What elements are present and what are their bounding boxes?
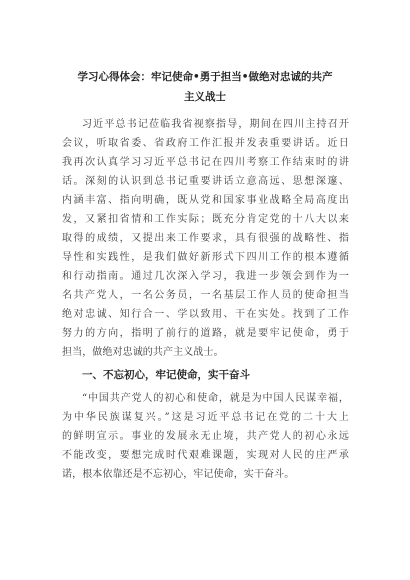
paragraph-line: 会议，听取省委、省政府工作汇报并发表重要讲话。近日 xyxy=(62,138,349,149)
paragraph-line: 为中华民族谋复兴。”这是习近平总书记在党的二十大上 xyxy=(62,412,349,423)
paragraph-line: 努力的方向，指明了前行的道路，就是要牢记使命，勇于 xyxy=(62,328,349,339)
paragraph-line: 我再次认真学习习近平总书记在四川考察工作结束时的讲 xyxy=(62,157,349,168)
paragraph-line: 导性和实践性，是我们做好新形式下四川工作的根本遵循 xyxy=(62,252,349,263)
paragraph-line: 的鲜明宣示。事业的发展永无止境，共产党人的初心永远 xyxy=(62,431,349,442)
paragraph-line: 话。深刻的认识到总书记重要讲话立意高远、思想深邃、 xyxy=(62,176,349,187)
paragraph-line: 名共产党人，一名公务员，一名基层工作人员的使命担当 xyxy=(62,290,349,301)
paragraph-line: 和行动指南。通过几次深入学习，我进一步领会到作为一 xyxy=(62,271,349,282)
paragraph-line: 绝对忠诚、知行合一、学以致用、干在实处。找到了工作 xyxy=(62,309,349,320)
section-heading: 一、不忘初心，牢记使命，实干奋斗 xyxy=(82,369,250,381)
paragraph-line: 不能改变，要想完成时代艰难课题，实现对人民的庄严承 xyxy=(62,450,349,461)
paragraph-line: 习近平总书记莅临我省视察指导，期间在四川主持召开 xyxy=(82,119,349,130)
paragraph-line: 担当，做绝对忠诚的共产主义战士。 xyxy=(62,347,224,358)
paragraph-line: “中国共产党人的初心和使命，就是为中国人民谋幸福， xyxy=(82,393,349,404)
document-title-line-1: 学习心得体会：牢记使命•勇于担当•做绝对忠诚的共产 xyxy=(77,71,333,83)
paragraph-line: 诺，根本依靠还是不忘初心，牢记使命，实干奋斗。 xyxy=(62,469,295,480)
document-title-line-2: 主义战士 xyxy=(184,91,226,103)
paragraph-line: 取得的成绩，又提出来工作要求，具有很强的战略性、指 xyxy=(62,233,349,244)
paragraph-line: 发，又紧扣省情和工作实际；既充分肯定党的十八大以来 xyxy=(62,214,349,225)
paragraph-line: 内涵丰富、指向明确，既从党和国家事业战略全局高度出 xyxy=(62,195,349,206)
